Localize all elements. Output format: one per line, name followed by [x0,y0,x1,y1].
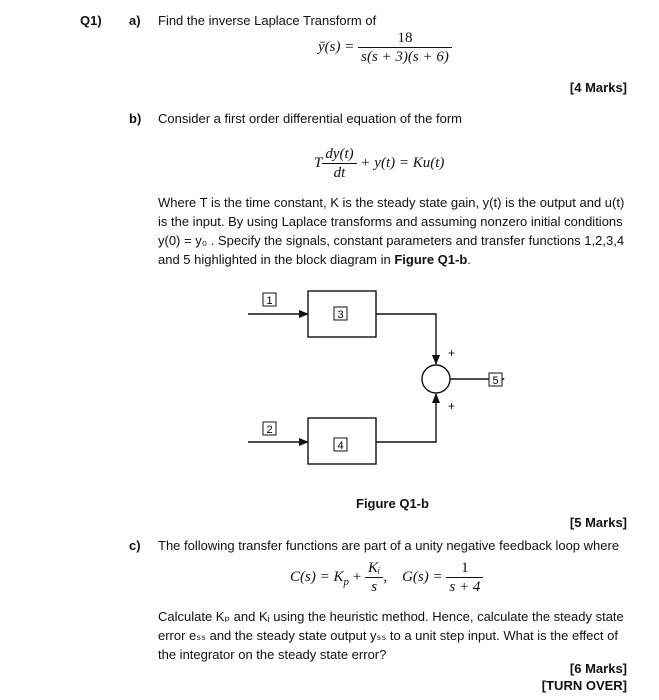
label-2: 2 [266,424,273,436]
label-5: 5 [492,375,499,387]
part-b-line: y(0) = y₀ . Specify the signals, constant parameters and transfer functions 1,2,3,4 [158,233,625,248]
equation-c-lhs: C(s) = K [290,568,344,585]
part-b-label: b) [129,111,142,126]
equation-a [318,29,452,66]
part-b-prompt: Consider a first order differential equation of the form [158,111,462,126]
equation-a-denominator: s(s + 3)(s + 6) [361,49,449,65]
equation-c-sub: p [343,575,349,588]
part-b-last-suffix: . [467,252,471,267]
label-1: 1 [266,295,273,307]
equation-c-comma: , [383,568,388,585]
equation-g-numerator: 1 [446,559,483,578]
part-b-last-prefix: and 5 highlighted in the block diagram in [158,252,395,267]
equation-b-denominator: dt [333,165,346,181]
equation-c-numerator: Kᵢ [365,559,383,578]
equation-a-numerator: 18 [358,29,452,48]
turn-over: [TURN OVER] [541,678,627,693]
part-c-prompt: The following transfer functions are part of a unity negative feedback loop where [158,538,620,553]
part-c-body [158,607,638,664]
plus-sign-top: + [448,346,456,360]
equation-c [290,559,483,596]
part-b-line: is the input. By using Laplace transforms and assuming nonzero initial conditions [158,214,623,229]
equation-b [314,145,444,182]
part-a-marks: [4 Marks] [569,80,627,95]
part-b-marks: [5 Marks] [569,515,627,530]
equation-g-fraction [446,559,483,596]
block-4-to-sum-arrow [376,394,436,442]
label-3: 3 [337,309,344,321]
part-b-body [158,193,638,269]
plus-sign-bottom: + [448,399,456,413]
equation-a-lhs: ȳ(s) = [318,38,355,55]
question-number: Q1) [80,13,102,28]
equation-c-denominator: s [371,579,378,595]
equation-b-numerator: dy(t) [322,145,356,164]
equation-c-plus: + [352,568,362,585]
figure-reference: Figure Q1-b [394,252,468,267]
part-a-prompt: Find the inverse Laplace Transform of [158,13,377,28]
part-b-line: Where T is the time constant, K is the steady state gain, y(t) is the output and u(t) [158,195,625,210]
equation-c-fraction [365,559,383,596]
part-c-line: the integrator on the steady state error? [158,647,387,662]
part-c-label: c) [129,538,141,553]
equation-b-derivative [322,145,356,182]
figure-caption: Figure Q1-b [356,496,429,511]
block-3-to-sum-arrow [376,314,436,364]
part-a-label: a) [129,13,141,28]
part-b-line-last [158,250,638,269]
label-4: 4 [337,440,344,452]
part-c-line: Calculate Kₚ and Kᵢ using the heuristic method. Hence, calculate the steady state [158,609,624,624]
part-c-marks: [6 Marks] [569,661,627,676]
equation-a-fraction [358,29,452,66]
block-diagram [248,287,516,477]
equation-g-denominator: s + 4 [449,579,481,595]
part-c-line: error eₛₛ and the steady state output yₛₛ to a unit step input. What is the effect of [158,628,618,643]
equation-b-rest: + y(t) = Ku(t) [360,154,445,171]
summing-junction [422,365,450,393]
equation-b-T: T [314,154,323,171]
equation-g-lhs: G(s) = [402,568,443,585]
